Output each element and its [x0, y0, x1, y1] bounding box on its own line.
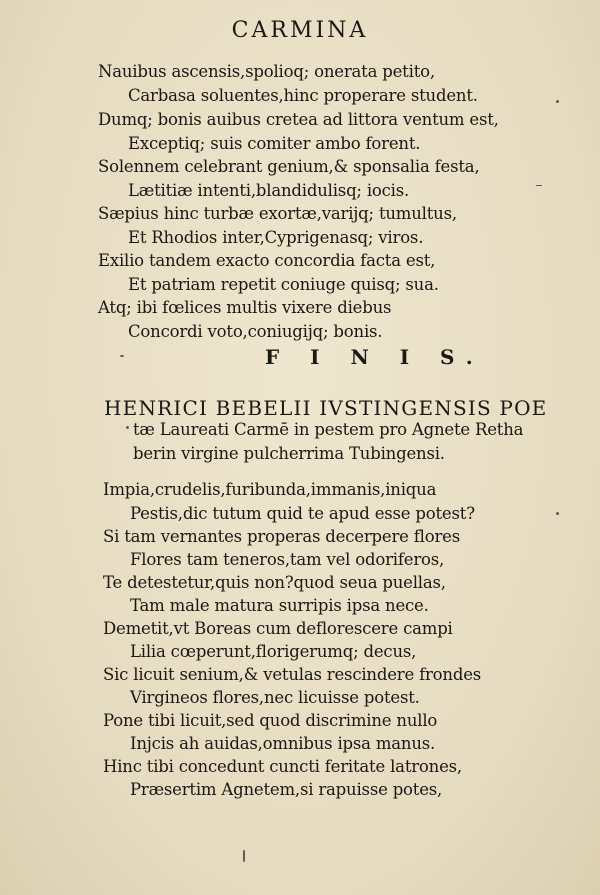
- ink-speck: [536, 185, 542, 186]
- poem1-line-5: Solennem celebrant genium,& sponsalia festa,: [98, 157, 480, 176]
- poem1-line-10: Et patriam repetit coniuge quisq; sua.: [128, 275, 439, 294]
- poem2-line-11: Pone tibi licuit,sed quod discrimine nullo: [103, 711, 438, 730]
- poem1-line-12: Concordi voto,coniugijq; bonis.: [128, 322, 383, 341]
- poem2-line-12: Injcis ah auidas,omnibus ipsa manus.: [130, 734, 436, 753]
- poem1-line-11: Atq; ibi fœlices multis vixere diebus: [98, 298, 392, 317]
- title-line-1: HENRICI BEBELII IVSTINGENSIS POE: [104, 396, 548, 420]
- ink-speck: [243, 850, 245, 862]
- running-head: CARMINA: [231, 18, 369, 43]
- poem2-line-2: Pestis,dic tutum quid te apud esse potest?: [130, 504, 475, 523]
- poem1-line-6: Lætitiæ intenti,blandidulisq; iocis.: [128, 181, 410, 200]
- poem1-line-3: Dumq; bonis auibus cretea ad littora ventum est,: [98, 110, 499, 129]
- poem1-line-2: Carbasa soluentes,hinc properare student.: [128, 86, 478, 105]
- ink-speck: [556, 512, 559, 515]
- ink-speck: [126, 426, 129, 429]
- poem2-line-1: Impia,crudelis,furibunda,immanis,iniqua: [103, 480, 437, 499]
- poem1-line-9: Exilio tandem exacto concordia facta est,: [98, 251, 436, 270]
- poem2-line-6: Tam male matura surripis ipsa nece.: [130, 596, 429, 615]
- title-line-2: tæ Laureati Carmē in pestem pro Agnete Retha: [133, 420, 524, 439]
- title-line-3: berin virgine pulcherrima Tubingensi.: [133, 444, 445, 463]
- poem2-line-7: Demetit,vt Boreas cum deflorescere campi: [103, 619, 453, 638]
- poem2-line-13: Hinc tibi concedunt cuncti feritate latrones,: [103, 757, 462, 776]
- ink-speck: [120, 355, 124, 357]
- poem2-line-5: Te detestetur,quis non?quod seua puellas,: [103, 573, 446, 592]
- poem2-line-4: Flores tam teneros,tam vel odoriferos,: [130, 550, 445, 569]
- poem1-line-4: Exceptiq; suis comiter ambo forent.: [128, 134, 421, 153]
- poem1-line-8: Et Rhodios inter,Cyprigenasq; viros.: [128, 228, 424, 247]
- poem2-line-3: Si tam vernantes properas decerpere flores: [103, 527, 460, 546]
- ink-speck: [556, 100, 559, 103]
- poem2-line-8: Lilia cœperunt,florigerumq; decus,: [130, 642, 417, 661]
- finis-label: F I N I S.: [265, 345, 485, 369]
- poem2-line-9: Sic licuit senium,& vetulas rescindere frondes: [103, 665, 482, 684]
- poem1-line-1: Nauibus ascensis,spolioq; onerata petito,: [98, 62, 435, 81]
- poem2-line-14: Præsertim Agnetem,si rapuisse potes,: [130, 780, 443, 799]
- poem2-line-10: Virgineos flores,nec licuisse potest.: [130, 688, 420, 707]
- poem1-line-7: Sæpius hinc turbæ exortæ,varijq; tumultus,: [98, 204, 457, 223]
